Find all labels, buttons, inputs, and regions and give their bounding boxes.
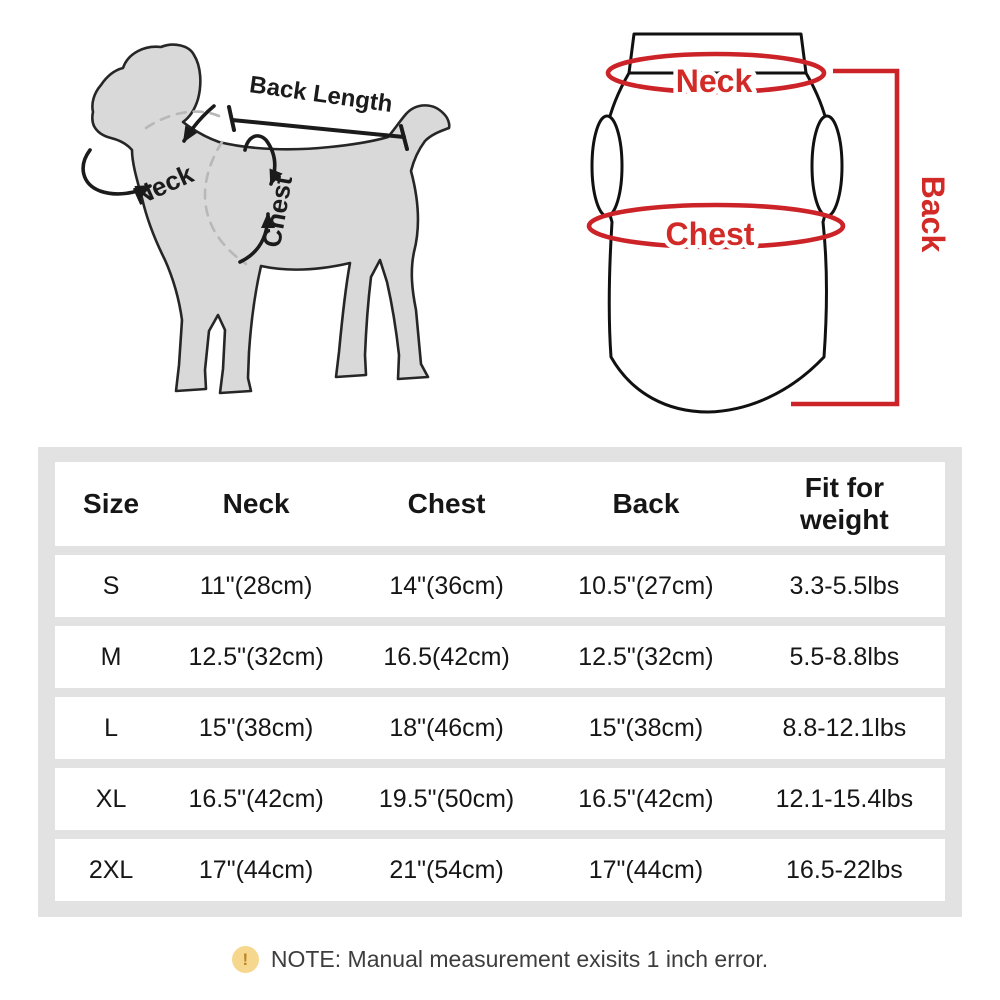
right-armhole — [812, 116, 842, 216]
cell-neck: 16.5"(42cm) — [188, 784, 324, 813]
table-row-m — [55, 626, 945, 688]
garment-neck-label: Neck — [675, 63, 753, 99]
header-neck: Neck — [222, 487, 290, 519]
header-back: Back — [612, 487, 680, 519]
garment-chest-label: Chest — [665, 216, 755, 252]
table-header-row — [55, 462, 945, 546]
cell-back: 15"(38cm) — [588, 713, 704, 742]
cell-size: L — [104, 713, 119, 742]
dog-diagram — [83, 45, 449, 393]
exclamation-icon: ! — [232, 946, 259, 973]
header-chest: Chest — [407, 487, 486, 519]
cell-back: 12.5"(32cm) — [578, 642, 714, 671]
cell-size: M — [100, 642, 122, 671]
cell-size: 2XL — [88, 855, 134, 884]
cell-weight: 16.5-22lbs — [786, 855, 903, 884]
cell-weight: 12.1-15.4lbs — [775, 784, 914, 813]
cell-weight: 3.3-5.5lbs — [789, 571, 900, 600]
cell-chest: 14"(36cm) — [389, 571, 504, 600]
cell-back: 10.5"(27cm) — [578, 571, 714, 600]
cell-weight: 5.5-8.8lbs — [789, 642, 900, 671]
measurement-diagrams — [0, 0, 1000, 440]
cell-neck: 12.5"(32cm) — [188, 642, 324, 671]
size-table — [38, 447, 962, 917]
cell-chest: 16.5(42cm) — [383, 642, 510, 671]
table-row-l — [55, 697, 945, 759]
cell-size: XL — [95, 784, 127, 813]
note-text: NOTE: Manual measurement exisits 1 inch error. — [270, 946, 769, 972]
garment-diagram — [589, 34, 951, 412]
left-armhole — [592, 116, 622, 216]
back-length-label: Back Length — [247, 71, 395, 118]
garment-back-label: Back — [915, 175, 951, 253]
header-size: Size — [83, 487, 140, 519]
cell-chest: 18"(46cm) — [389, 713, 504, 742]
dog-chest-label: Chest — [256, 173, 299, 250]
cell-chest: 19.5"(50cm) — [378, 784, 515, 813]
table-row-xl — [55, 768, 945, 830]
cell-chest: 21"(54cm) — [389, 855, 504, 884]
note-row — [0, 946, 1000, 973]
cell-back: 16.5"(42cm) — [578, 784, 714, 813]
cell-neck: 17"(44cm) — [198, 855, 314, 884]
table-row-2xl — [55, 839, 945, 901]
dog-neck-label: Neck — [128, 158, 198, 212]
cell-weight: 8.8-12.1lbs — [782, 713, 907, 742]
cell-neck: 15"(38cm) — [198, 713, 314, 742]
header-fit-for-weight: Fit for weight — [800, 471, 889, 535]
cell-back: 17"(44cm) — [588, 855, 704, 884]
cell-size: S — [102, 571, 120, 600]
cell-neck: 11"(28cm) — [199, 571, 313, 600]
table-row-s — [55, 555, 945, 617]
